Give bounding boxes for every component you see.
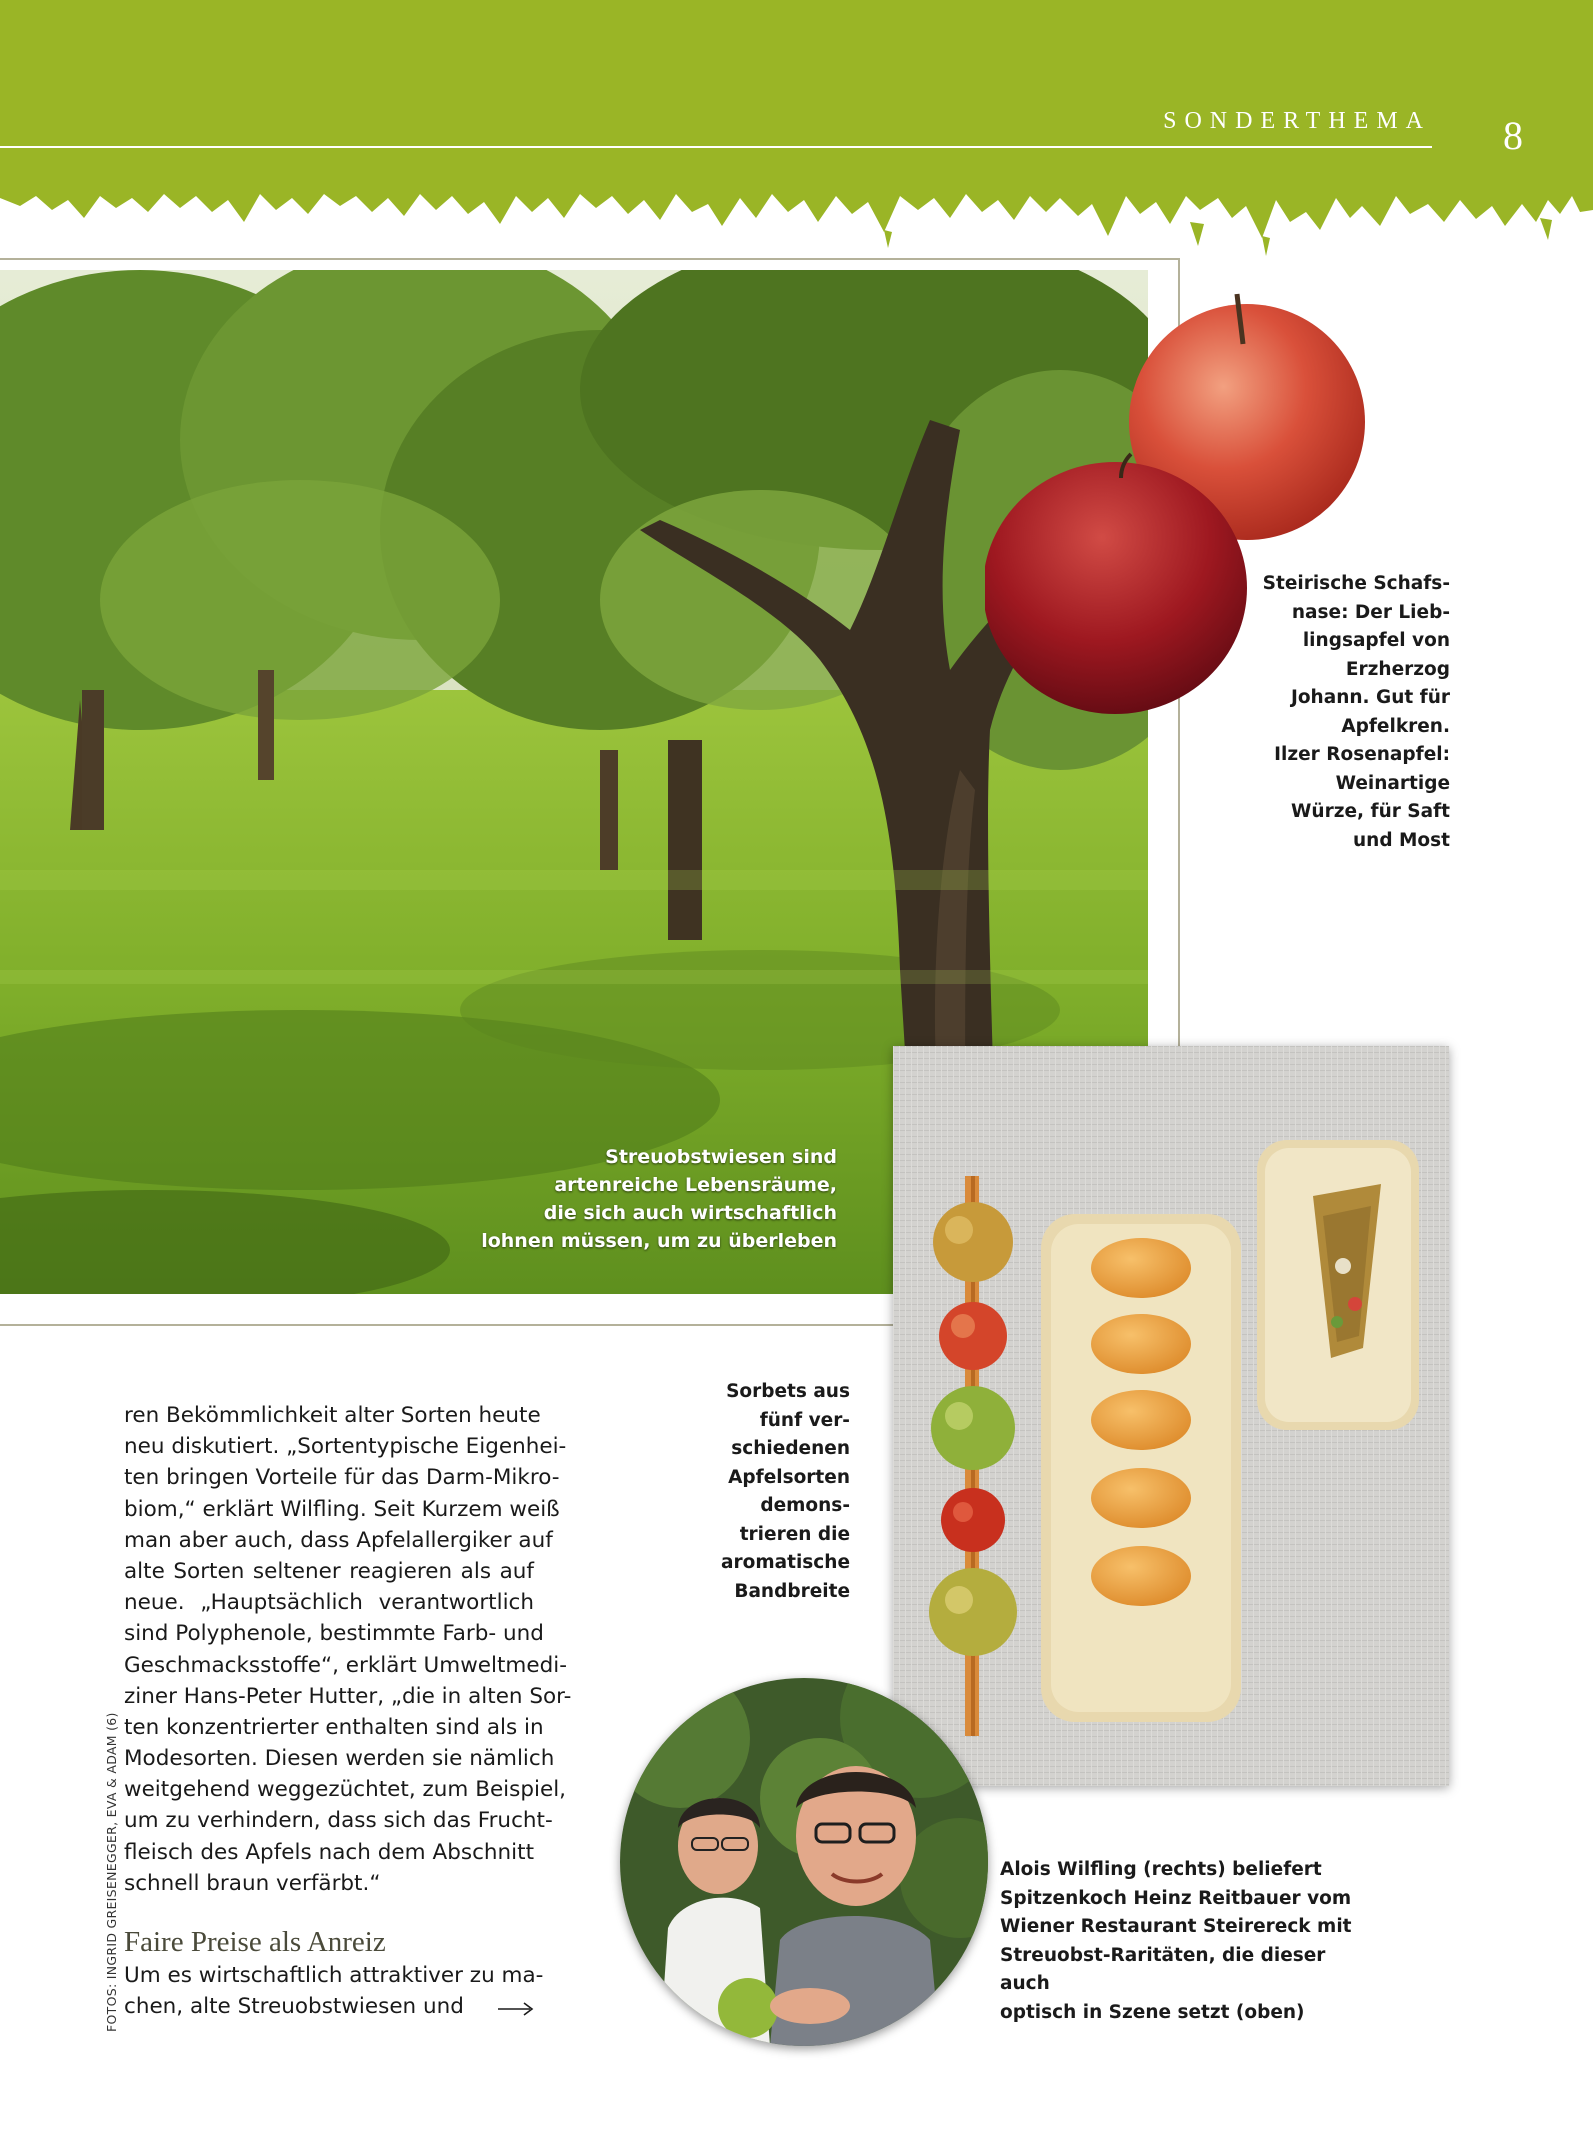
- body-line: um zu verhindern, dass sich das Frucht-: [124, 1808, 553, 1834]
- caption-line: Streuobst-Raritäten, die dieser auch: [1000, 1944, 1326, 1994]
- caption-line: aromatische: [721, 1552, 850, 1573]
- body-line: Um es wirtschaftlich attraktiver zu ma-: [124, 1963, 544, 1988]
- caption-line: Würze, für Saft: [1291, 801, 1450, 822]
- caption-line: Weinartige: [1335, 772, 1450, 794]
- body-line: Geschmacksstoffe“, erklärt Umweltmedi-: [124, 1652, 567, 1678]
- caption-line: lingsapfel von: [1302, 630, 1450, 651]
- caption-line: trieren die: [739, 1523, 850, 1545]
- body-line: sind Polyphenole, bestimmte Farb- und: [124, 1621, 544, 1647]
- sorbet-caption: [690, 1378, 850, 1606]
- apples-caption: [1230, 570, 1450, 855]
- body-line: ten bringen Vorteile für das Darm-Mikro-: [124, 1465, 560, 1491]
- continue-arrow-icon: [498, 2002, 534, 2016]
- body-line: man aber auch, dass Apfelallergiker auf: [124, 1527, 553, 1553]
- caption-line: Steirische Schafs-: [1262, 573, 1450, 594]
- body-line: ren Bekömmlichkeit alter Sorten heute: [124, 1403, 541, 1428]
- photo-frame-line: [0, 258, 1180, 260]
- body-line: neue. „Hauptsächlich verantwortlich: [124, 1590, 534, 1616]
- caption-line: schiedenen: [731, 1438, 850, 1459]
- caption-line: optisch in Szene setzt (oben): [1000, 2001, 1305, 2023]
- caption-line: nase: Der Lieb-: [1291, 601, 1450, 623]
- caption-line: Streuobstwiesen sind: [605, 1146, 837, 1168]
- caption-line: artenreiche Lebensräume,: [554, 1174, 837, 1196]
- portrait-caption: [1000, 1856, 1360, 2027]
- article-subhead: Faire Preise als Anreiz: [124, 1926, 386, 1958]
- caption-line: fünf ver-: [759, 1409, 850, 1431]
- body-line: ten konzentrierter enthalten sind als in: [124, 1714, 544, 1740]
- caption-line: Wiener Restaurant Steirereck mit: [1000, 1916, 1352, 1937]
- body-line: fleisch des Apfels nach dem Abschnitt: [124, 1839, 534, 1865]
- caption-line: Bandbreite: [734, 1580, 850, 1602]
- body-line: neu diskutiert. „Sortentypische Eigenhei-: [124, 1434, 567, 1460]
- sorbet-photo: [893, 1046, 1449, 1786]
- orchard-caption: [417, 1143, 837, 1255]
- caption-line: Apfelkren.: [1341, 715, 1450, 737]
- caption-line: und Most: [1353, 829, 1450, 851]
- section-label: SONDERTHEMA: [1163, 108, 1431, 134]
- body-line: alte Sorten seltener reagieren als auf: [124, 1558, 534, 1584]
- body-line: chen, alte Streuobstwiesen und: [124, 1994, 464, 2020]
- caption-line: Spitzenkoch Heinz Reitbauer vom: [1000, 1887, 1352, 1909]
- article-continuation: [124, 1960, 544, 2022]
- caption-line: Apfelsorten: [728, 1466, 850, 1488]
- header-band: [0, 0, 1593, 260]
- caption-line: Johann. Gut für: [1290, 687, 1450, 708]
- caption-line: Ilzer Rosenapfel:: [1274, 744, 1450, 765]
- portrait-photo: [620, 1678, 988, 2046]
- caption-line: Sorbets aus: [726, 1381, 850, 1402]
- header-rule: [0, 146, 1432, 148]
- article-body: [124, 1400, 572, 1899]
- body-line: ziner Hans-Peter Hutter, „die in alten Sor-: [124, 1683, 572, 1709]
- caption-line: lohnen müssen, um zu überleben: [481, 1230, 837, 1252]
- page-number: 8: [1503, 113, 1523, 158]
- photo-credit: FOTOS: INGRID GREISENEGGER, EVA & ADAM (6): [104, 1712, 119, 2032]
- caption-line: demons-: [760, 1495, 850, 1516]
- body-line: schnell braun verfärbt.“: [124, 1870, 381, 1896]
- body-line: biom,“ erklärt Wilfling. Seit Kurzem weiß: [124, 1496, 560, 1522]
- body-line: weitgehend weggezüchtet, zum Beispiel,: [124, 1777, 566, 1803]
- caption-line: die sich auch wirtschaftlich: [543, 1202, 837, 1224]
- caption-line: Alois Wilfling (rechts) beliefert: [1000, 1859, 1322, 1880]
- body-line: Modesorten. Diesen werden sie nämlich: [124, 1746, 555, 1772]
- caption-line: Erzherzog: [1345, 658, 1450, 680]
